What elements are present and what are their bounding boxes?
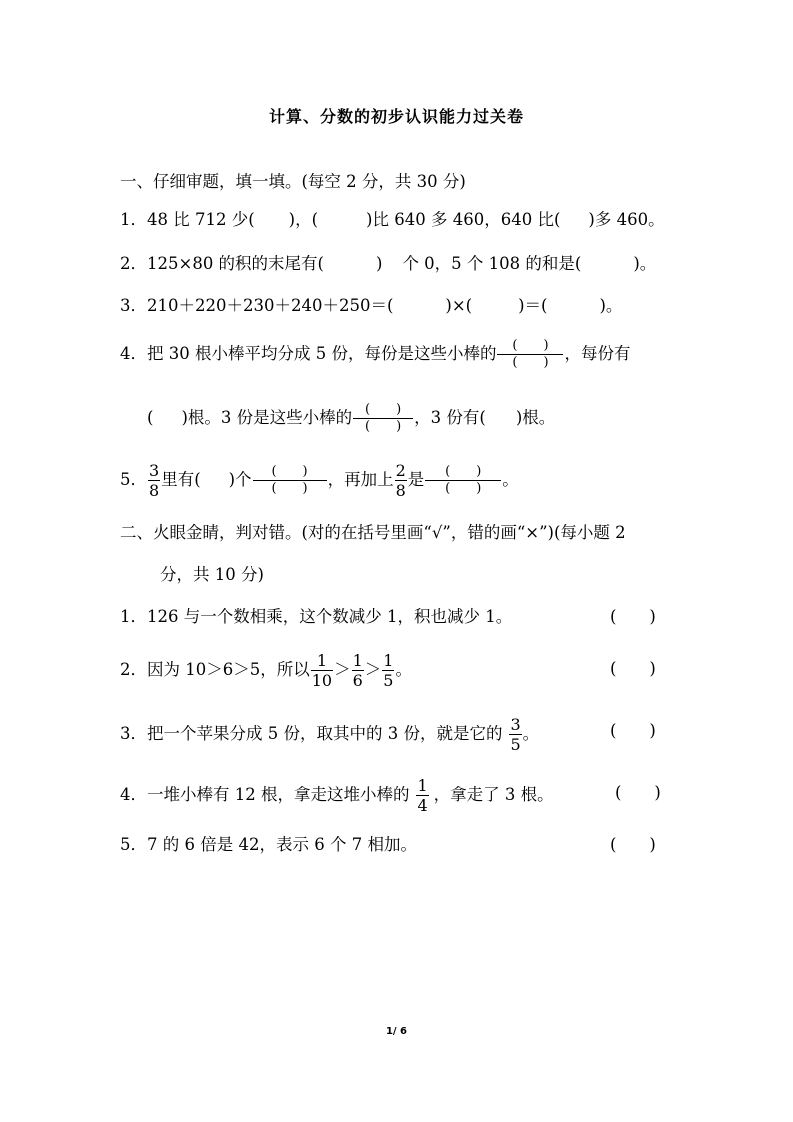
s2-answer-paren-4[interactable]: ( ): [615, 783, 661, 802]
s1-question-1: 1．48 比 712 少( )，( )比 640 多 460，640 比( )多 460。: [120, 210, 665, 229]
s1-question-4-line2: ( )根。3 份是这些小棒的 $\frac{( )}{( )}$ ，3 份有( )根。: [147, 402, 556, 434]
s1-question-5: 5． $\frac{3}{8}$ 里有( )个 $\frac{( )}{( )}$ ，再加上 $\frac{2}{8}$ 是 $\frac{( )}{( )}$ 。: [120, 461, 519, 500]
blank-fraction: $\frac{( )}{( )}$: [497, 338, 563, 371]
fraction-1-10: $\frac{1}{10}$: [311, 651, 333, 690]
fraction-1-5: $\frac{1}{5}$: [383, 651, 394, 690]
s2-answer-paren-3[interactable]: ( ): [610, 721, 656, 740]
blank-fraction: $\frac{( )}{( )}$: [253, 464, 327, 497]
section1-heading: 一、仔细审题，填一填。(每空 2 分，共 30 分): [120, 172, 466, 191]
s2-item-4: 4．一堆小棒有 12 根，拿走这堆小棒的 $\frac{1}{4}$ ，拿走了 3 根。: [120, 776, 554, 815]
blank-fraction: $\frac{( )}{( )}$: [425, 464, 501, 497]
fraction-1-6: $\frac{1}{6}$: [352, 651, 363, 690]
s1-question-2: 2．125×80 的积的末尾有( ) 个 0，5 个 108 的和是( )。: [120, 254, 657, 273]
fraction-2-8: $\frac{2}{8}$: [395, 461, 406, 500]
fraction-3-5: $\frac{3}{5}$: [510, 715, 521, 754]
blank-fraction: $\frac{( )}{( )}$: [353, 402, 413, 435]
s1-question-4-line1: 4．把 30 根小棒平均分成 5 份，每份是这些小棒的 $\frac{( )}{( )}$ ，每份有: [120, 338, 631, 370]
page-number: 1/ 6: [385, 1026, 408, 1037]
page-title: 计算、分数的初步认识能力过关卷: [268, 107, 524, 126]
s2-answer-paren-2[interactable]: ( ): [610, 659, 656, 678]
section2-heading-line1: 二、火眼金睛，判对错。(对的在括号里画“√”，错的画“×”)(每小题 2: [120, 523, 626, 542]
s2-item-2: 2．因为 10＞6＞5，所以 $\frac{1}{10}$ ＞ $\frac{1}{6}$ ＞ $\frac{1}{5}$ 。: [120, 651, 412, 690]
s1-question-3: 3．210＋220＋230＋240＋250＝( )×( )＝( )。: [120, 296, 623, 315]
fraction-1-4: $\frac{1}{4}$: [417, 776, 428, 815]
s2-answer-paren-5[interactable]: ( ): [610, 835, 656, 854]
s2-item-5: 5．7 的 6 倍是 42，表示 6 个 7 相加。: [120, 835, 417, 854]
section2-heading-line2: 分，共 10 分): [160, 565, 264, 584]
fraction-3-8: $\frac{3}{8}$: [149, 461, 160, 500]
s2-item-1: 1．126 与一个数相乘，这个数减少 1，积也减少 1。: [120, 607, 513, 626]
s2-answer-paren-1[interactable]: ( ): [610, 607, 656, 626]
s2-item-3: 3．把一个苹果分成 5 份，取其中的 3 份，就是它的 $\frac{3}{5}$ 。: [120, 715, 540, 754]
